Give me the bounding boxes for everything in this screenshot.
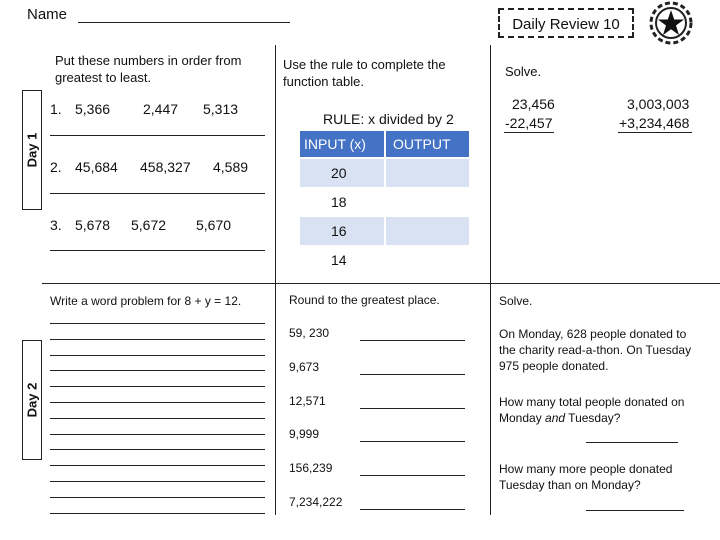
rounding-answer-line[interactable] xyxy=(360,475,465,476)
output-header: OUTPUT xyxy=(384,131,469,157)
order-problem-2-number: 45,684 xyxy=(75,159,118,175)
writing-line[interactable] xyxy=(50,339,265,340)
rounding-answer-line[interactable] xyxy=(360,340,465,341)
input-cell: 20 xyxy=(300,159,384,187)
order-problem-2-number: 458,327 xyxy=(140,159,191,175)
solve-title: Solve. xyxy=(505,64,542,79)
rounding-answer-line[interactable] xyxy=(360,441,465,442)
rounding-number: 7,234,222 xyxy=(289,495,343,509)
writing-line[interactable] xyxy=(50,386,265,387)
function-instruction: Use the rule to complete the function table. xyxy=(283,57,446,89)
writing-line[interactable] xyxy=(50,418,265,419)
solve-problem-1-top: 23,456 xyxy=(512,96,555,112)
rounding-number: 9,673 xyxy=(289,360,320,374)
output-cell[interactable] xyxy=(386,217,469,245)
rounding-number: 156,239 xyxy=(289,461,333,475)
rounding-number: 59, 230 xyxy=(289,326,330,340)
input-cell: 18 xyxy=(331,194,347,210)
word-problem-instruction: Write a word problem for 8 + y = 12. xyxy=(50,294,242,308)
page-title: Daily Review 10 xyxy=(512,16,620,33)
question-2: How many more people donated Tuesday than on Monday? xyxy=(499,462,673,492)
story-text: On Monday, 628 people donated to the charity read-a-thon. On Tuesday 975 people donated. xyxy=(499,327,692,373)
input-header: INPUT (x) xyxy=(300,131,384,157)
writing-line[interactable] xyxy=(50,497,265,498)
writing-line[interactable] xyxy=(50,370,265,371)
name-label: Name xyxy=(27,6,68,23)
story-solve-title: Solve. xyxy=(499,294,533,308)
order-problem-1-number: 5,313 xyxy=(203,101,239,117)
order-instruction: Put these numbers in order from greatest to least. xyxy=(55,53,242,85)
solve-problem-1-bottom: -22,457 xyxy=(505,115,553,131)
input-cell: 14 xyxy=(331,252,347,268)
name-line[interactable] xyxy=(78,22,290,23)
rounding-answer-line[interactable] xyxy=(360,509,465,510)
daily-review-title-box xyxy=(498,8,634,38)
rounding-number: 12,571 xyxy=(289,394,326,408)
rounding-title: Round to the greatest place. xyxy=(289,293,440,307)
writing-line[interactable] xyxy=(50,402,265,403)
writing-line[interactable] xyxy=(50,449,265,450)
writing-line[interactable] xyxy=(50,481,265,482)
star-badge-icon xyxy=(647,0,695,46)
order-problem-1-number: 2,447 xyxy=(143,101,179,117)
answer-line[interactable] xyxy=(50,193,265,194)
order-problem-3-number: 5,672 xyxy=(131,217,167,233)
writing-line[interactable] xyxy=(50,513,265,514)
order-problem-2-label: 2. xyxy=(50,159,62,175)
writing-line[interactable] xyxy=(50,323,265,324)
solve-problem-2-top: 3,003,003 xyxy=(627,96,690,112)
answer-line[interactable] xyxy=(50,250,265,251)
question-1-answer-line[interactable] xyxy=(586,442,678,443)
order-problem-2-number: 4,589 xyxy=(213,159,249,175)
day-2-label: Day 2 xyxy=(22,340,42,460)
writing-line[interactable] xyxy=(50,434,265,435)
input-cell: 16 xyxy=(300,217,384,245)
solve-problem-2-answer-bar xyxy=(618,132,692,133)
output-cell[interactable] xyxy=(386,247,469,273)
output-cell[interactable] xyxy=(386,159,469,187)
order-problem-1-label: 1. xyxy=(50,101,62,117)
solve-problem-1-answer-bar xyxy=(504,132,554,133)
order-problem-1-number: 5,366 xyxy=(75,101,111,117)
answer-line[interactable] xyxy=(50,135,265,136)
question-1: How many total people donated on Monday and Tuesday? xyxy=(499,395,685,425)
rounding-answer-line[interactable] xyxy=(360,374,465,375)
order-problem-3-label: 3. xyxy=(50,217,62,233)
output-cell[interactable] xyxy=(386,189,469,215)
order-problem-3-number: 5,678 xyxy=(75,217,111,233)
rounding-number: 9,999 xyxy=(289,427,320,441)
solve-problem-2-bottom: +3,234,468 xyxy=(619,115,690,131)
writing-line[interactable] xyxy=(50,465,265,466)
question-2-answer-line[interactable] xyxy=(586,510,684,511)
function-rule: RULE: x divided by 2 xyxy=(323,111,454,127)
writing-line[interactable] xyxy=(50,355,265,356)
order-problem-3-number: 5,670 xyxy=(196,217,232,233)
day-1-label: Day 1 xyxy=(22,90,42,210)
rounding-answer-line[interactable] xyxy=(360,408,465,409)
